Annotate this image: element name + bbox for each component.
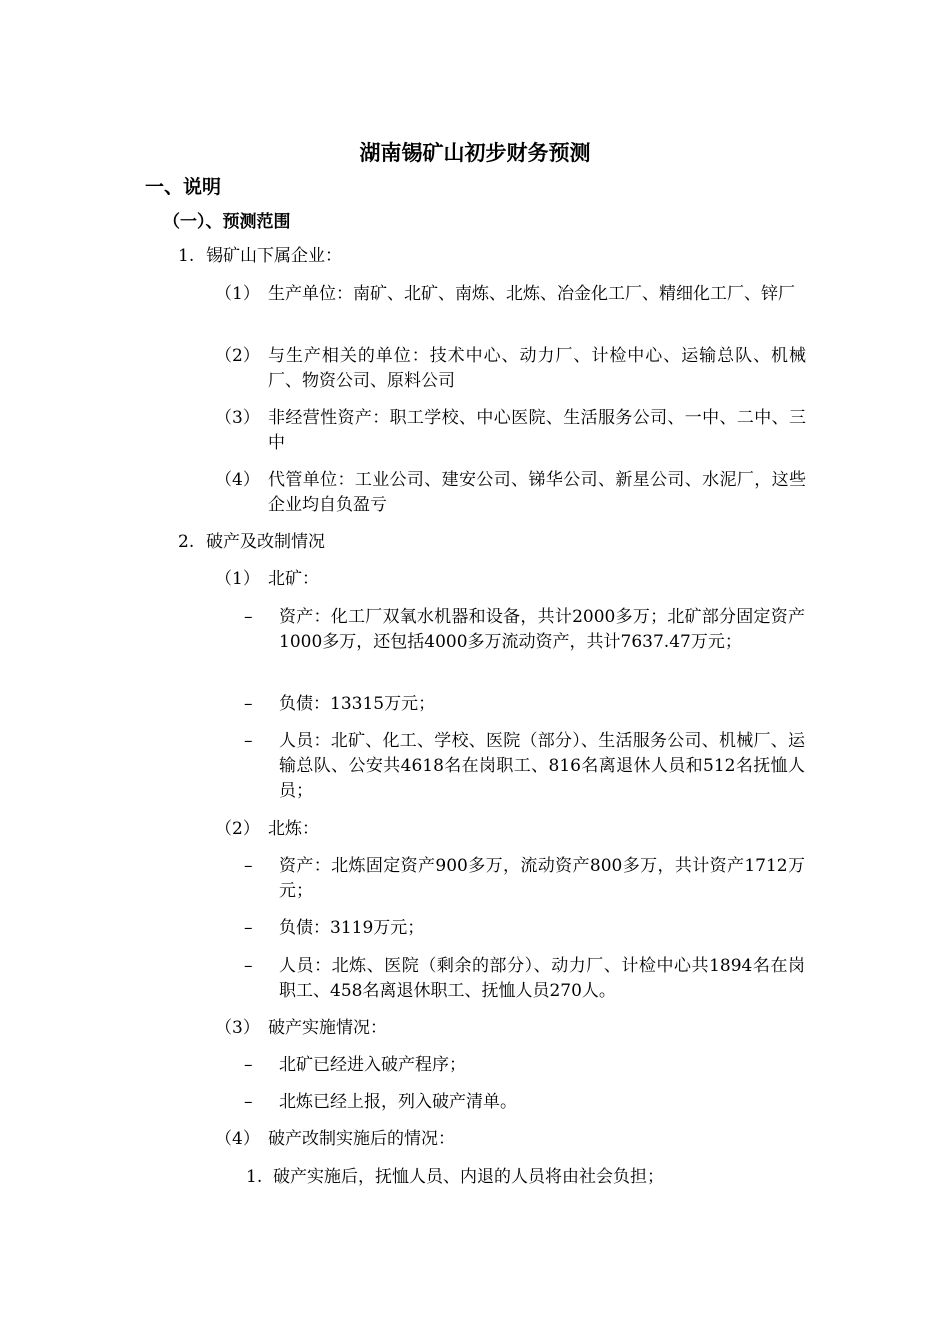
dash-bullet: – bbox=[244, 607, 253, 627]
page-title: 湖南锡矿山初步财务预测 bbox=[359, 141, 591, 165]
item-text: 与生产相关的单位：技术中心、动力厂、计检中心、运输总队、机械厂、物资公司、原料公司 bbox=[268, 346, 806, 391]
bullet-text: 资产：北炼固定资产900多万，流动资产800多万，共计资产1712万元； bbox=[279, 856, 805, 901]
item-text: 破产实施情况： bbox=[268, 1018, 387, 1038]
dash-bullet: – bbox=[244, 694, 253, 714]
item-text: 北炼： bbox=[268, 819, 319, 839]
bullet-text: 北矿已经进入破产程序； bbox=[279, 1055, 466, 1075]
item-number: 1. bbox=[178, 246, 195, 266]
dash-bullet: – bbox=[244, 918, 253, 938]
item-text: 生产单位：南矿、北矿、南炼、北炼、冶金化工厂、精细化工厂、锌厂 bbox=[268, 284, 795, 304]
item-number: （2） bbox=[215, 346, 260, 366]
bullet-text: 北炼已经上报，列入破产清单。 bbox=[279, 1092, 517, 1112]
section-heading: 一、说明 bbox=[145, 176, 222, 198]
item-number: （3） bbox=[215, 408, 260, 428]
item-text: 破产实施后，抚恤人员、内退的人员将由社会负担； bbox=[273, 1167, 664, 1187]
item-number: （3） bbox=[215, 1018, 260, 1038]
bullet-text: 资产：化工厂双氧水机器和设备，共计2000多万；北矿部分固定资产1000多万，还包括4000多万流动资产，共计7637.47万元； bbox=[279, 607, 805, 652]
item-number: （2） bbox=[215, 819, 260, 839]
item-number: （1） bbox=[215, 569, 260, 589]
bullet-text: 人员：北炼、医院（剩余的部分）、动力厂、计检中心共1894名在岗职工、458名离退休职工、抚恤人员270人。 bbox=[279, 956, 805, 1001]
dash-bullet: – bbox=[244, 731, 253, 751]
bullet-text: 负债：3119万元； bbox=[279, 918, 425, 938]
item-number: （1） bbox=[215, 284, 260, 304]
item-number: （4） bbox=[215, 470, 260, 490]
dash-bullet: – bbox=[244, 956, 253, 976]
item-number: 1. bbox=[246, 1167, 263, 1187]
subsection-heading: （一）、预测范围 bbox=[163, 212, 291, 232]
item-number: 2. bbox=[178, 532, 195, 552]
item-text: 锡矿山下属企业： bbox=[206, 246, 342, 266]
dash-bullet: – bbox=[244, 1055, 253, 1075]
item-text: 代管单位：工业公司、建安公司、锑华公司、新星公司、水泥厂，这些企业均自负盈亏 bbox=[268, 470, 806, 515]
dash-bullet: – bbox=[244, 856, 253, 876]
dash-bullet: – bbox=[244, 1092, 253, 1112]
bullet-text: 负债：13315万元； bbox=[279, 694, 436, 714]
item-text: 破产改制实施后的情况： bbox=[268, 1129, 455, 1149]
item-text: 非经营性资产：职工学校、中心医院、生活服务公司、一中、二中、三中 bbox=[268, 408, 806, 453]
item-text: 北矿： bbox=[268, 569, 319, 589]
bullet-text: 人员：北矿、化工、学校、医院（部分）、生活服务公司、机械厂、运输总队、公安共4618名在岗职工、816名离退休人员和512名抚恤人员； bbox=[279, 731, 805, 801]
item-text: 破产及改制情况 bbox=[206, 532, 325, 552]
item-number: （4） bbox=[215, 1129, 260, 1149]
